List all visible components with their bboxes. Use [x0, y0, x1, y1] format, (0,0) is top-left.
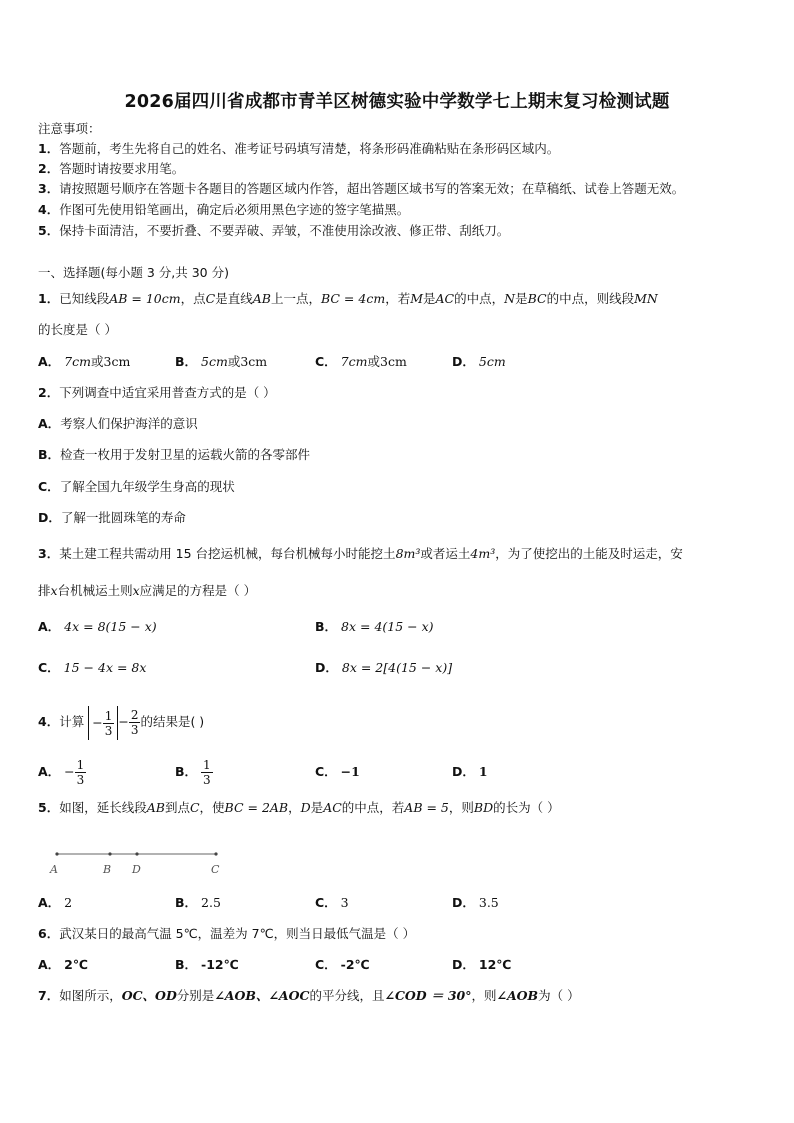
denominator: 3	[104, 723, 113, 738]
option-label: D．	[452, 354, 475, 369]
option-equation: 15 − 4x = 8x	[63, 660, 147, 675]
fraction	[75, 758, 87, 787]
option-a[interactable]	[38, 416, 198, 432]
math-expr: x	[132, 583, 140, 598]
option-d[interactable]	[315, 660, 452, 676]
q-text: 或者运土	[420, 546, 471, 561]
math-expr: BD	[473, 800, 494, 815]
math-expr: x	[50, 583, 58, 598]
math-expr: BC = 2AB	[224, 800, 289, 815]
q-text: ，使	[199, 800, 225, 815]
math-expr: BC = 4cm	[320, 291, 386, 306]
question-number: 7．	[38, 988, 60, 1003]
option-label: D．	[452, 957, 475, 972]
option-c[interactable]	[38, 660, 146, 676]
notice-item	[38, 161, 184, 177]
option-value: 3cm	[103, 354, 131, 369]
option-label: C．	[315, 895, 337, 910]
option-b[interactable]	[175, 957, 239, 973]
option-equation: 4x = 8(15 − x)	[64, 619, 157, 634]
fraction	[103, 709, 115, 738]
option-b[interactable]	[38, 447, 310, 463]
notice-text: 保持卡面清洁，不要折叠、不要弄破、弄皱，不准使用涂改液、修正带、刮纸刀。	[59, 223, 510, 238]
section-heading: 一、选择题(每小题 3 分,共 30 分)	[38, 265, 229, 280]
option-d[interactable]	[452, 957, 511, 973]
option-value: 7cm	[340, 354, 368, 369]
q-text: 是直线	[215, 291, 253, 306]
option-label: D．	[38, 510, 61, 525]
math-expr: N	[504, 291, 516, 306]
math-sign: −	[92, 714, 103, 730]
option-a[interactable]	[38, 619, 157, 635]
fraction	[129, 708, 141, 737]
notice-text: 请按照题号顺序在答题卡各题目的答题区域内作答，超出答题区域书写的答案无效；在草稿纸、试卷上答题无效。	[59, 181, 685, 196]
question-5	[38, 800, 560, 816]
option-label: A．	[38, 764, 61, 779]
q-text: 如图，延长线段	[59, 800, 147, 815]
option-label: D．	[315, 660, 338, 675]
math-expr: AB = 5	[404, 800, 449, 815]
math-expr: C	[189, 800, 200, 815]
notice-text: 答题时请按要求用笔。	[59, 161, 185, 176]
option-value: 7cm	[64, 354, 91, 369]
numerator: 1	[104, 708, 113, 723]
q-text: 到点	[164, 800, 190, 815]
q-text: 台机械运土则	[57, 583, 133, 598]
notice-item	[38, 223, 509, 239]
q-text: 排	[38, 583, 51, 598]
q-text: 下列调查中适宜采用普查方式的是（ ）	[59, 385, 276, 400]
question-number: 2．	[38, 385, 60, 400]
q-text: 的中点，若	[341, 800, 405, 815]
fraction	[201, 758, 213, 787]
notice-item	[38, 141, 559, 157]
option-c[interactable]	[315, 957, 370, 973]
math-expr: AB	[146, 800, 165, 815]
math-sign: −	[64, 764, 75, 779]
option-c[interactable]	[38, 479, 235, 495]
q-text: 分别是	[176, 988, 215, 1003]
math-expr: M	[410, 291, 424, 306]
question-number: 5．	[38, 800, 60, 815]
question-6	[38, 926, 415, 942]
notice-num: 3．	[38, 181, 60, 196]
notice-num: 4．	[38, 202, 60, 217]
question-number: 1．	[38, 291, 60, 306]
numerator: 2	[130, 708, 139, 722]
option-value: 5cm	[478, 354, 506, 369]
point-a	[55, 852, 58, 855]
math-expr: MN	[634, 291, 658, 306]
question-number: 4．	[38, 714, 60, 729]
q-text: 上一点，	[270, 291, 321, 306]
denominator: 3	[130, 723, 139, 737]
option-d[interactable]	[38, 510, 186, 526]
point-c	[214, 852, 217, 855]
point-label-a: A	[50, 863, 58, 876]
option-d[interactable]	[452, 895, 499, 911]
option-label: A．	[38, 354, 61, 369]
math-expr: 8m³	[395, 546, 421, 561]
q-text: 是	[515, 291, 528, 306]
question-4	[38, 705, 204, 740]
option-value: 12℃	[478, 957, 512, 972]
question-1-line2: 的长度是（ ）	[38, 322, 117, 337]
q-text: 应满足的方程是（ ）	[139, 583, 257, 598]
option-a[interactable]	[38, 755, 86, 789]
math-expr: AB = 10cm	[109, 291, 181, 306]
notice-num: 2．	[38, 161, 60, 176]
point-d	[135, 852, 138, 855]
option-b[interactable]	[315, 619, 434, 635]
notice-heading: 注意事项：	[38, 121, 101, 136]
option-text: 或	[90, 354, 104, 369]
point-label-b: B	[103, 863, 112, 876]
option-a[interactable]	[38, 354, 130, 370]
option-value: 5cm	[201, 354, 228, 369]
option-label: C．	[315, 764, 337, 779]
option-value: 2.5	[201, 895, 221, 910]
option-text: 考察人们保护海洋的意识	[60, 416, 198, 431]
q-text: 的平分线，且	[309, 988, 385, 1003]
question-3-line2	[38, 583, 256, 599]
option-value: −1	[340, 764, 360, 779]
q-text: 已知线段	[59, 291, 110, 306]
option-label: B．	[175, 957, 198, 972]
option-value: -2℃	[340, 957, 370, 972]
math-expr: AC	[435, 291, 455, 306]
notice-item	[38, 202, 409, 218]
option-text: 了解全国九年级学生身高的现状	[59, 479, 235, 494]
math-expr: ∠COD ＝ 30°	[384, 988, 472, 1003]
option-label: B．	[175, 895, 198, 910]
option-value: 1	[478, 764, 488, 779]
option-label: A．	[38, 619, 61, 634]
q-text: 武汉某日的最高气温 5℃，温差为 7℃，则当日最低气温是（ ）	[59, 926, 416, 941]
math-expr: C	[205, 291, 216, 306]
math-expr: 4m³	[470, 546, 496, 561]
question-7	[38, 988, 580, 1004]
math-expr: AC	[323, 800, 342, 815]
q-text: 如图所示，	[59, 988, 122, 1003]
option-d[interactable]	[452, 764, 488, 780]
math-expr: AB	[252, 291, 271, 306]
absolute-value	[88, 706, 118, 740]
option-label: C．	[315, 354, 337, 369]
q-text: 的结果是( )	[140, 714, 205, 729]
numerator: 1	[203, 758, 211, 772]
math-expr: OC、OD	[121, 988, 177, 1003]
q-text: ，则	[448, 800, 474, 815]
question-number: 3．	[38, 546, 60, 561]
point-label-d: D	[132, 863, 141, 876]
q-text: 的中点，则线段	[546, 291, 635, 306]
question-number: 6．	[38, 926, 60, 941]
option-label: D．	[452, 764, 475, 779]
option-value: 3cm	[240, 354, 268, 369]
option-label: B．	[38, 447, 61, 462]
option-c[interactable]	[315, 354, 407, 370]
option-d[interactable]	[452, 354, 506, 370]
option-a[interactable]	[38, 957, 88, 973]
math-expr: D	[300, 800, 311, 815]
question-1	[38, 291, 658, 307]
option-value: -12℃	[201, 957, 239, 972]
denominator: 3	[76, 773, 85, 787]
notice-num: 5．	[38, 223, 60, 238]
option-label: A．	[38, 416, 61, 431]
option-text: 检查一枚用于发射卫星的运载火箭的各零部件	[60, 447, 311, 462]
option-b[interactable]	[175, 354, 267, 370]
option-label: B．	[175, 354, 198, 369]
notice-item	[38, 181, 684, 197]
denominator: 3	[203, 773, 211, 787]
notice-num: 1．	[38, 141, 60, 156]
question-3	[38, 546, 683, 562]
option-value: 2	[64, 895, 73, 910]
q-text: 是	[423, 291, 436, 306]
option-label: B．	[315, 619, 338, 634]
option-label: C．	[315, 957, 337, 972]
option-label: C．	[38, 479, 60, 494]
q-text: 计算	[59, 714, 85, 729]
option-b[interactable]	[175, 755, 213, 789]
math-expr: ∠AOB、∠AOC	[214, 988, 310, 1003]
q-text: ，若	[385, 291, 411, 306]
numerator: 1	[76, 758, 85, 772]
option-c[interactable]	[315, 895, 349, 911]
segment-figure	[40, 845, 240, 881]
option-label: A．	[38, 957, 61, 972]
q-text: 的长为（ ）	[493, 800, 560, 815]
notice-text: 作图可先使用铅笔画出，确定后必须用黑色字迹的签字笔描黑。	[59, 202, 410, 217]
option-label: B．	[175, 764, 198, 779]
q-text: 某土建工程共需动用 15 台挖运机械，每台机械每小时能挖土	[59, 546, 396, 561]
math-expr: BC	[527, 291, 547, 306]
option-value: 3.5	[478, 895, 499, 910]
q-text: ，点	[180, 291, 206, 306]
option-label: D．	[452, 895, 475, 910]
option-text: 了解一批圆珠笔的寿命	[60, 510, 186, 525]
question-2	[38, 385, 276, 401]
option-value: 3	[340, 895, 349, 910]
math-sign: −	[118, 714, 129, 729]
q-text: 为（ ）	[538, 988, 580, 1003]
point-b	[108, 852, 111, 855]
option-equation: 8x = 2[4(15 − x)]	[341, 660, 453, 675]
notice-text: 答题前，考生先将自己的姓名、准考证号码填写清楚，将条形码准确粘贴在条形码区域内。	[59, 141, 560, 156]
q-text: 的中点，	[454, 291, 505, 306]
option-b[interactable]	[175, 895, 221, 911]
page-title: 2026届四川省成都市青羊区树德实验中学数学七上期末复习检测试题	[124, 92, 670, 112]
q-text: ，则	[471, 988, 497, 1003]
math-expr: ∠AOB	[496, 988, 539, 1003]
q-text: 是	[310, 800, 324, 815]
option-value: 2℃	[64, 957, 89, 972]
option-text: 或	[367, 354, 380, 369]
option-c[interactable]	[315, 764, 360, 780]
option-a[interactable]	[38, 895, 72, 911]
point-label-c: C	[211, 863, 220, 876]
option-value: 3cm	[380, 354, 407, 369]
option-equation: 8x = 4(15 − x)	[341, 619, 434, 634]
option-label: C．	[38, 660, 60, 675]
q-text: ，	[288, 800, 301, 815]
option-label: A．	[38, 895, 61, 910]
option-text: 或	[227, 354, 241, 369]
q-text: ，为了使挖出的土能及时运走，安	[495, 546, 683, 561]
